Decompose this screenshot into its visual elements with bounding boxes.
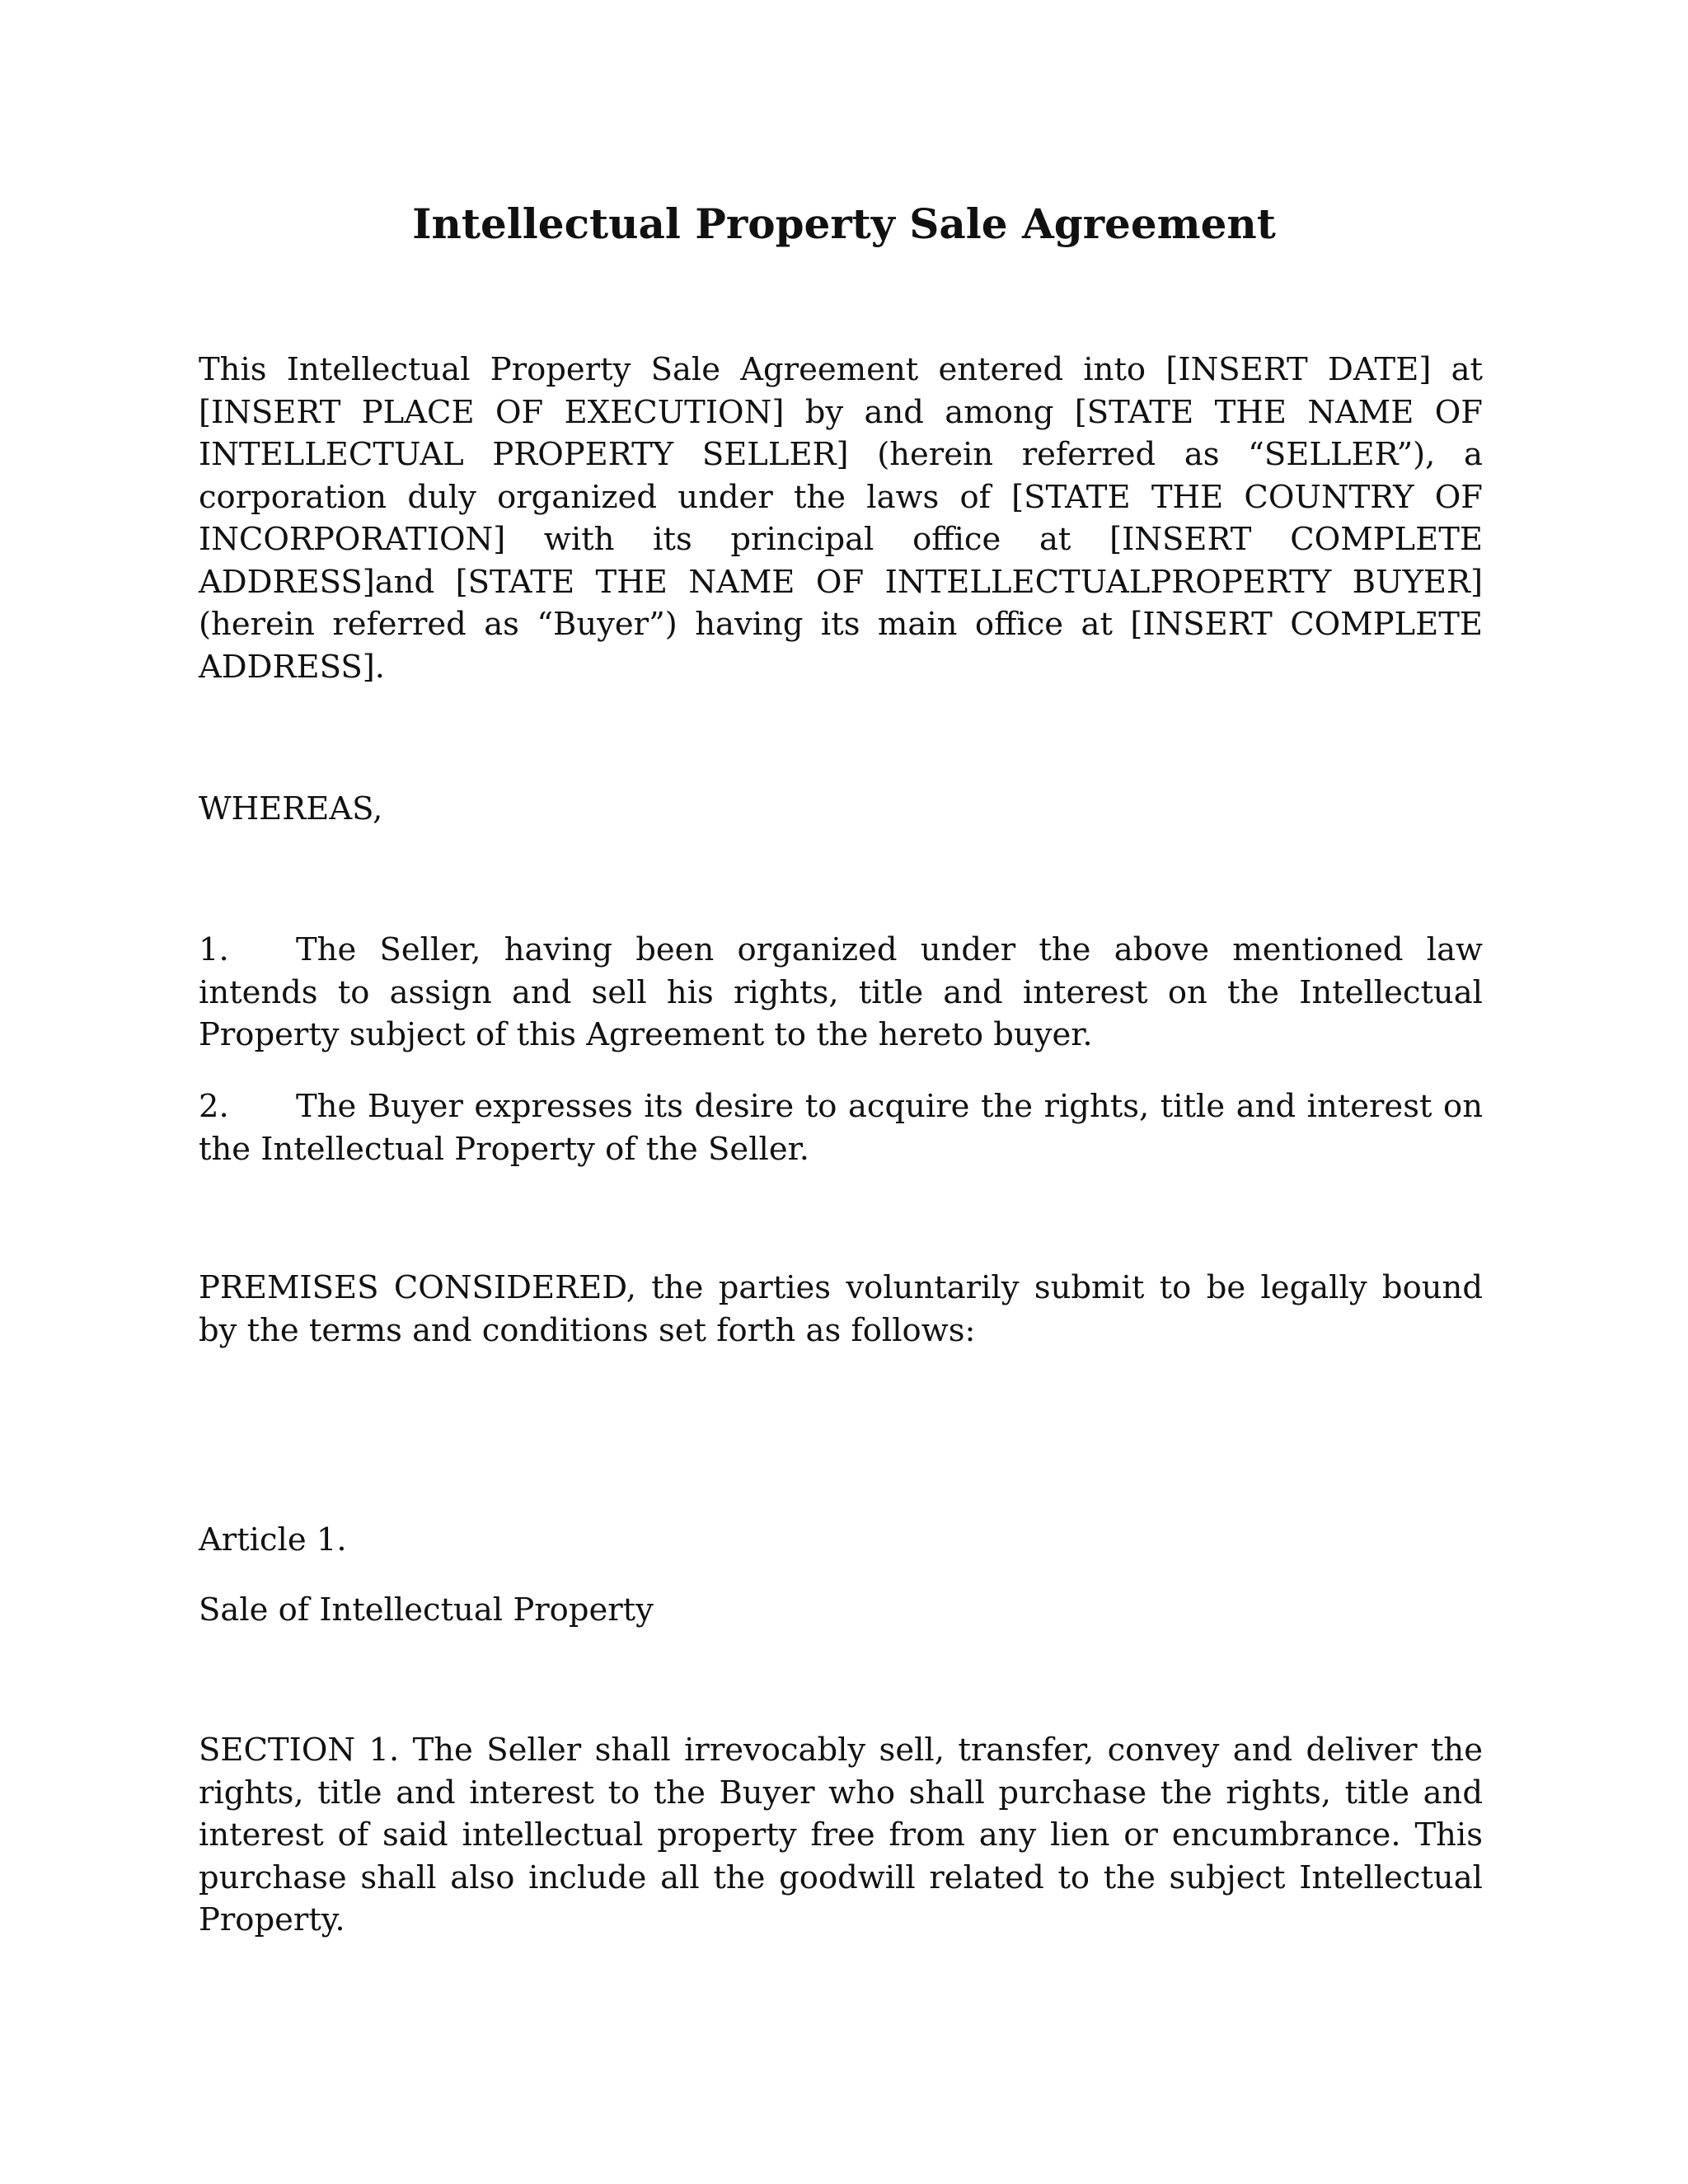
recital-number: 1.	[199, 931, 229, 968]
recital-item-2	[199, 1085, 1483, 1170]
article-label: Article 1.	[199, 1521, 347, 1558]
recital-item-1	[199, 929, 1483, 1057]
recital-text: The Seller, having been organized under the above mentioned law intends to assign and sell his rights, title and interest on the Intellectual Property subject of this Agreement to the hereto buyer.	[199, 931, 1483, 1053]
section-1-paragraph: SECTION 1. The Seller shall irrevocably sell, transfer, convey and deliver the rights, title and interest to the Buyer who shall purchase the rights, title and interest of said intellectual property free from any lien or encumbrance. This purchase shall also include all the goodwill related to the subject Intellectual Property.	[199, 1732, 1483, 1938]
document-title: Intellectual Property Sale Agreement	[412, 199, 1276, 248]
intro-paragraph: This Intellectual Property Sale Agreement entered into [INSERT DATE] at [INSERT PLACE OF EXECUTION] by and among [STATE THE NAME OF INTELLECTUAL PROPERTY SELLER] (herein referred as “SELLER”), a corporation duly organized under the laws of [STATE THE COUNTRY OF INCORPORATION] with its principal office at [INSERT COMPLETE ADDRESS]and [STATE THE NAME OF INTELLECTUALPROPERTY BUYER] (herein referred as “Buyer”) having its main office at [INSERT COMPLETE ADDRESS].	[199, 351, 1483, 686]
whereas-heading: WHEREAS,	[199, 790, 383, 827]
recital-text: The Buyer expresses its desire to acquire the rights, title and interest on the Intellectual Property of the Seller.	[199, 1088, 1483, 1168]
premises-paragraph: PREMISES CONSIDERED, the parties voluntarily submit to be legally bound by the terms and conditions set forth as follows:	[199, 1269, 1483, 1349]
recital-number: 2.	[199, 1088, 229, 1125]
article-title: Sale of Intellectual Property	[199, 1591, 654, 1629]
